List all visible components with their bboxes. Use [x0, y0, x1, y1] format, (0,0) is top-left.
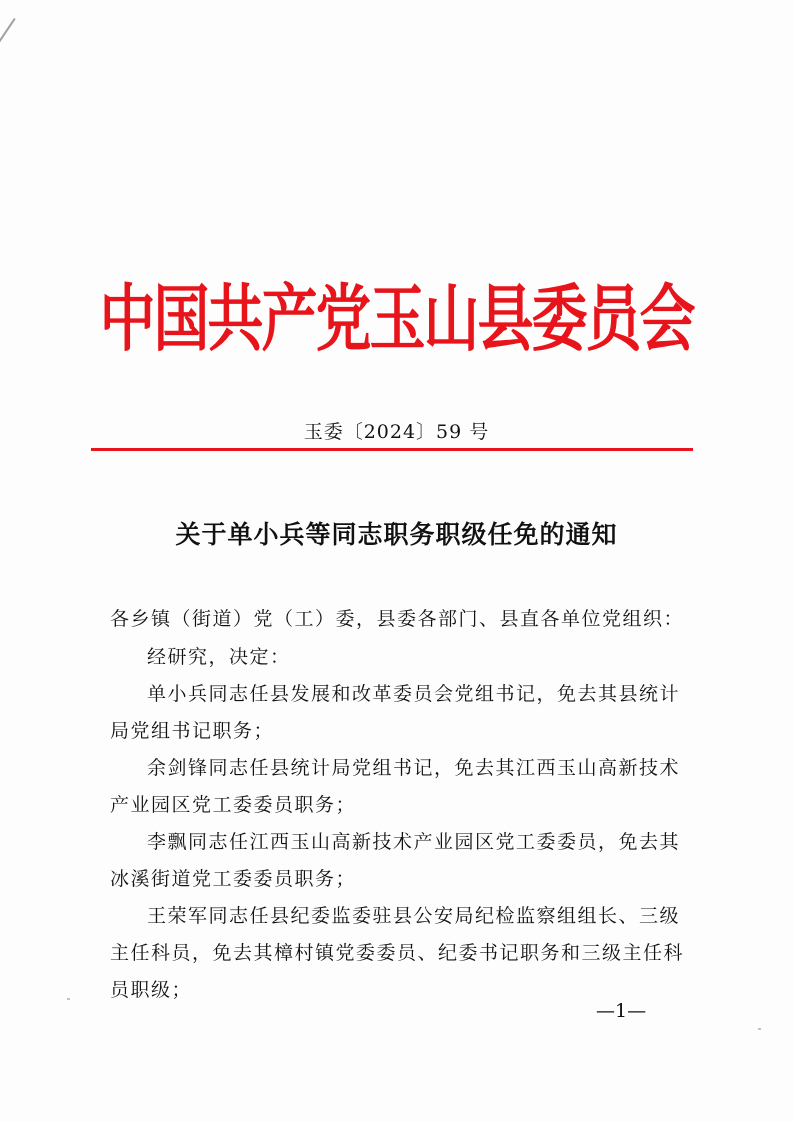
body-paragraph-line: 李飘同志任江西玉山高新技术产业园区党工委委员，免去其	[147, 831, 681, 853]
body-paragraph-line: 产业园区党工委委员职务；	[110, 794, 357, 816]
body-paragraph-line: 余剑锋同志任县统计局党组书记，免去其江西玉山高新技术	[147, 757, 681, 779]
scan-speck	[758, 1028, 761, 1030]
body-paragraph-line: 单小兵同志任县发展和改革委员会党组书记，免去其县统计	[147, 683, 681, 705]
scan-edge-mark	[0, 18, 16, 110]
body-paragraph-line: 王荣军同志任县纪委监委驻县公安局纪检监察组组长、三级	[147, 905, 681, 927]
body-paragraph-line: 员职级；	[110, 979, 193, 1001]
red-divider-line	[91, 448, 693, 451]
body-paragraph-line: 经研究，决定：	[147, 646, 291, 668]
document-title: 关于单小兵等同志职务职级任免的通知	[175, 520, 618, 549]
document-number: 玉委〔2024〕59 号	[303, 421, 490, 443]
body-paragraph-line: 冰溪街道党工委委员职务；	[110, 868, 357, 890]
page-number: —1—	[596, 1000, 647, 1022]
scan-speck	[67, 998, 70, 1000]
body-paragraph-line: 主任科员，免去其樟村镇党委委员、纪委书记职务和三级主任科	[110, 942, 685, 964]
body-paragraph-line: 局党组书记职务；	[110, 720, 275, 742]
addressee-line: 各乡镇（街道）党（工）委，县委各部门、县直各单位党组织：	[110, 608, 685, 630]
issuer-red-header: 中国共产党玉山县委员会	[99, 277, 694, 363]
